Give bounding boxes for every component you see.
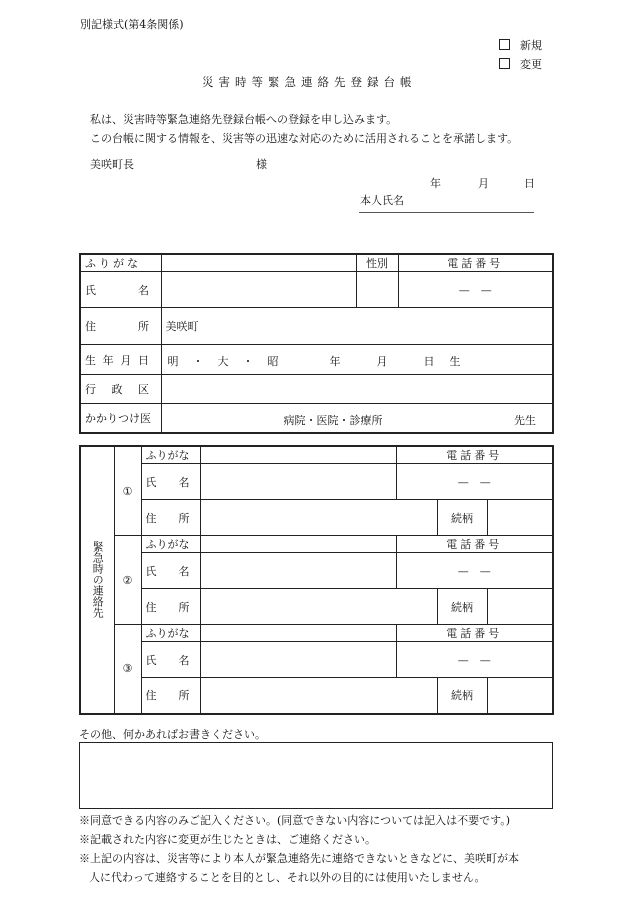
doctor-suffix: 先生 — [514, 414, 536, 427]
era-options[interactable]: 明・大・昭 — [167, 355, 293, 368]
address-field[interactable]: 美咲町 — [161, 308, 553, 345]
contact-3-furigana-field[interactable] — [200, 625, 396, 642]
change-checkbox[interactable] — [499, 58, 510, 69]
district-label: 行政区 — [80, 375, 161, 404]
other-label: その他、何かあればお書きください。 — [79, 728, 266, 741]
emergency-section-label: 緊急時の連絡先 — [80, 446, 114, 714]
contact-1-number: ① — [114, 446, 141, 536]
furigana-field[interactable] — [161, 254, 356, 272]
phone-field[interactable]: — — — [398, 272, 553, 308]
contact-1-name-label: 氏名 — [141, 464, 200, 500]
name-field[interactable] — [161, 272, 356, 308]
new-checkbox[interactable] — [499, 39, 510, 50]
contact-3-name-label: 氏名 — [141, 642, 200, 678]
phone-label: 電話番号 — [398, 254, 553, 272]
gender-field[interactable] — [356, 272, 398, 308]
name-label: 氏名 — [80, 272, 161, 308]
date-month-label: 月 — [478, 177, 489, 190]
note-2: ※記載された内容に変更が生じたときは、ご連絡ください。 — [79, 833, 376, 846]
change-label: 変更 — [520, 58, 542, 71]
contact-2-name-field[interactable] — [200, 553, 396, 589]
birth-year-label: 年 — [329, 355, 341, 368]
contact-1-phone-field[interactable]: — — — [396, 464, 553, 500]
contact-1-address-label: 住所 — [141, 500, 200, 536]
address-label: 住所 — [80, 308, 161, 345]
birth-suffix: 生 — [449, 355, 461, 368]
contact-3-relation-field[interactable] — [487, 678, 553, 714]
birthdate-field[interactable] — [161, 345, 553, 375]
note-1: ※同意できる内容のみご記入ください。(同意できない内容については記入は不要です。) — [79, 814, 510, 827]
contact-1-phone-label: 電話番号 — [396, 446, 553, 464]
contact-3-address-field[interactable] — [200, 678, 437, 714]
emergency-contacts-table — [79, 445, 554, 715]
contact-2-phone-field[interactable]: — — — [396, 553, 553, 589]
new-checkbox-row[interactable] — [499, 37, 542, 53]
contact-1-relation-field[interactable] — [487, 500, 553, 536]
contact-3-phone-label: 電話番号 — [396, 625, 553, 642]
change-checkbox-row[interactable] — [499, 56, 542, 72]
birthdate-label: 生年月日 — [80, 345, 161, 375]
contact-3-phone-field[interactable]: — — — [396, 642, 553, 678]
contact-1-address-field[interactable] — [200, 500, 437, 536]
contact-3-name-field[interactable] — [200, 642, 396, 678]
contact-2-relation-label: 続柄 — [437, 589, 487, 625]
furigana-label: ふりがな — [80, 254, 161, 272]
contact-2-relation-field[interactable] — [487, 589, 553, 625]
intro-line-2: この台帳に関する情報を、災害等の迅速な対応のために活用されることを承諾します。 — [90, 132, 519, 145]
date-year-label: 年 — [430, 177, 441, 190]
note-3-line-1: ※上記の内容は、災害等により本人が緊急連絡先に連絡できないときなどに、美咲町が本 — [79, 852, 519, 865]
district-field[interactable] — [161, 375, 553, 404]
contact-1-name-field[interactable] — [200, 464, 396, 500]
doctor-field[interactable] — [161, 404, 553, 433]
doctor-label: かかりつけ医 — [80, 404, 161, 433]
contact-3-furigana-label: ふりがな — [141, 625, 200, 642]
contact-2-furigana-label: ふりがな — [141, 536, 200, 553]
contact-2-address-field[interactable] — [200, 589, 437, 625]
form-reference: 別記様式(第4条関係) — [80, 18, 184, 31]
date-day-label: 日 — [524, 177, 535, 190]
addressee-honorific: 様 — [256, 158, 267, 171]
applicant-name-label: 本人氏名 — [360, 194, 404, 207]
intro-line-1: 私は、災害時等緊急連絡先登録台帳への登録を申し込みます。 — [90, 113, 398, 126]
contact-3-relation-label: 続柄 — [437, 678, 487, 714]
gender-label: 性別 — [356, 254, 398, 272]
contact-1-relation-label: 続柄 — [437, 500, 487, 536]
birth-day-label: 日 — [423, 355, 435, 368]
birth-month-label: 月 — [376, 355, 388, 368]
other-textarea[interactable] — [79, 742, 553, 809]
contact-2-address-label: 住所 — [141, 589, 200, 625]
contact-1-furigana-label: ふりがな — [141, 446, 200, 464]
note-3-line-2: 人に代わって連絡することを目的とし、それ以外の目的には使用いたしません。 — [89, 871, 486, 884]
contact-1-furigana-field[interactable] — [200, 446, 396, 464]
page-title: 災害時等緊急連絡先登録台帳 — [202, 75, 417, 89]
doctor-institution-types: 病院・医院・診療所 — [283, 414, 383, 427]
contact-3-address-label: 住所 — [141, 678, 200, 714]
contact-3-number: ③ — [114, 625, 141, 714]
new-label: 新規 — [520, 39, 542, 52]
applicant-name-underline[interactable] — [359, 212, 534, 213]
addressee: 美咲町長 — [90, 158, 134, 171]
contact-2-furigana-field[interactable] — [200, 536, 396, 553]
contact-2-phone-label: 電話番号 — [396, 536, 553, 553]
contact-2-name-label: 氏名 — [141, 553, 200, 589]
personal-info-table — [79, 253, 554, 434]
contact-2-number: ② — [114, 536, 141, 625]
